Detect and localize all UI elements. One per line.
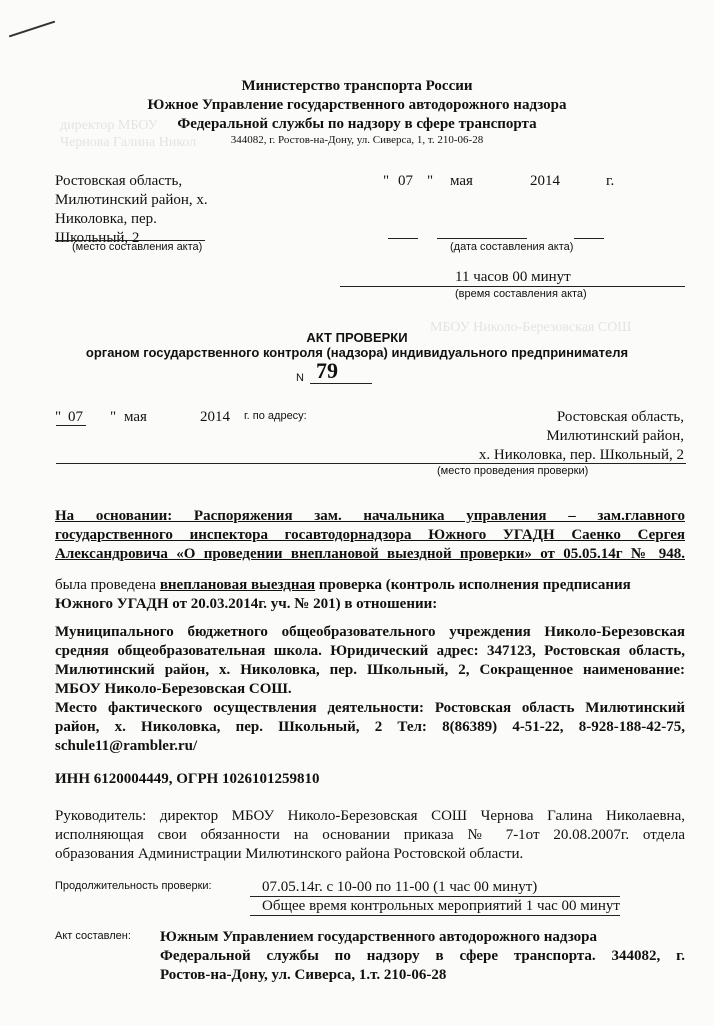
organization-line: МБОУ Николо-Березовская СОШ.	[55, 681, 292, 697]
basis-line	[55, 545, 685, 564]
organization-line: район, х. Николовка, пер. Школьный, 2 Тел: 8(86389) 4-51-22, 8-928-188-42-75,	[55, 719, 685, 735]
duration-line1: 07.05.14г. с 10-00 по 11-00 (1 час 00 минут)	[262, 879, 538, 895]
basis-line-text: Александровича «О проведении внеплановой выездной проверки» от 05.05.14г № 948.	[55, 546, 685, 562]
composer-label: Акт составлен:	[55, 930, 131, 942]
pen-mark	[9, 21, 55, 38]
date-quote-open: "	[383, 173, 390, 189]
act-number: 79	[316, 358, 338, 383]
insp-day: 07	[68, 409, 83, 425]
organization-email: schule11@rambler.ru/	[55, 738, 198, 754]
act-place-line: Ростовская область,	[55, 173, 183, 189]
insp-caption: (место проведения проверки)	[437, 465, 589, 477]
conducted-block	[55, 576, 685, 614]
insp-address-underline	[56, 463, 686, 464]
inn-ogrn: ИНН 6120004449, ОГРН 1026101259810	[55, 771, 320, 787]
insp-underline	[56, 425, 86, 426]
composer-line: Федеральной службы по надзору в сфере транспорта. 344082, г.	[160, 948, 685, 964]
conducted-line	[55, 576, 685, 595]
act-title: АКТ ПРОВЕРКИ	[306, 330, 408, 345]
date-caption: (дата составления акта)	[450, 241, 574, 253]
insp-address-line3: х. Николовка, пер. Школьный, 2	[478, 447, 684, 463]
insp-year: 2014	[200, 409, 230, 425]
act-time: 11 часов 00 минут	[455, 269, 571, 285]
act-number-label: N	[296, 372, 304, 384]
basis-line-text: государственного инспектора госавтодорнадзора Южного УГАДН Саенко Сергея	[55, 527, 685, 543]
date-year: 2014	[530, 173, 560, 189]
insp-address-line1: Ростовская область,	[556, 409, 684, 425]
act-place-line: Николовка, пер.	[55, 211, 157, 227]
basis-line	[55, 507, 685, 526]
organization-line: Муниципального бюджетного общеобразовательного учреждения Николо-Березовская	[55, 624, 685, 640]
organization-line: Милютинский район, х. Николовка, пер. Школьный, 2, Сокращенное наименование:	[55, 662, 685, 678]
insp-address-label: г. по адресу:	[244, 410, 307, 422]
duration-label: Продолжительность проверки:	[55, 880, 212, 892]
basis-block	[55, 507, 685, 564]
date-day: 07	[398, 173, 413, 189]
place-caption: (место составления акта)	[72, 241, 203, 253]
basis-line	[55, 526, 685, 545]
head-block	[55, 807, 685, 864]
bleed-through-text: Чернова Галина Никол	[60, 135, 197, 150]
basis-line-text: На основании: Распоряжения зам. начальника управления – зам.главного	[55, 508, 685, 524]
conducted-line2: Южного УГАДН от 20.03.2014г. уч. № 201) в отношении:	[55, 596, 438, 612]
duration-underline	[250, 915, 620, 916]
conducted-prefix: была проведена	[55, 577, 160, 593]
act-place	[55, 172, 225, 248]
date-underline	[574, 238, 604, 239]
time-caption: (время составления акта)	[455, 288, 587, 300]
act-subtitle: органом государственного контроля (надзора) индивидуального предпринимателя	[85, 345, 629, 360]
date-g: г.	[606, 173, 615, 189]
insp-address-line2: Милютинский район,	[546, 428, 684, 444]
insp-month: мая	[124, 409, 147, 425]
organization-line: Место фактического осуществления деятельности: Ростовская область Милютинский	[55, 700, 685, 716]
head-line: Руководитель: директор МБОУ Николо-Березовская СОШ Чернова Галина Николаевна,	[55, 808, 685, 824]
insp-quote-open: "	[55, 409, 62, 425]
ministry-name: Министерство транспорта России	[241, 78, 473, 94]
bleed-through-text: МБОУ Николо-Березовская СОШ	[430, 320, 632, 335]
duration-line2: Общее время контрольных мероприятий 1 час 00 минут	[262, 898, 620, 914]
act-place-line: Милютинский район, х.	[55, 192, 208, 208]
head-line: исполняющая свои обязанности на основании приказа № 7-1от 20.08.2007г. отдела	[55, 827, 685, 843]
date-month: мая	[450, 173, 473, 189]
date-underline	[388, 238, 418, 239]
date-quote-close: "	[427, 173, 434, 189]
authority-address: 344082, г. Ростов-на-Дону, ул. Сиверса, 1, т. 210-06-28	[230, 134, 484, 146]
conducted-suffix: проверка (контроль исполнения предписания	[315, 577, 631, 593]
composer-block	[160, 928, 685, 985]
service-name: Федеральной службы по надзору в сфере транспорта	[177, 116, 537, 132]
act-place-line: Школьный, 2	[55, 230, 140, 246]
insp-quote-close: "	[110, 409, 117, 425]
organization-line: средняя общеобразовательная школа. Юридический адрес: 347123, Ростовская область,	[55, 643, 685, 659]
bleed-through-text: директор МБОУ	[60, 118, 158, 133]
inspection-type: внеплановая выездная	[159, 577, 316, 593]
date-underline	[437, 238, 527, 239]
time-underline	[340, 286, 685, 287]
composer-line: Южным Управлением государственного автодорожного надзора	[160, 929, 597, 945]
act-number-underline	[310, 383, 372, 384]
composer-line: Ростов-на-Дону, ул. Сиверса, 1.т. 210-06-28	[160, 967, 447, 983]
head-line: образования Администрации Милютинского района Ростовской области.	[55, 846, 524, 862]
organization-block	[55, 623, 685, 756]
authority-name: Южное Управление государственного автодорожного надзора	[147, 97, 567, 113]
